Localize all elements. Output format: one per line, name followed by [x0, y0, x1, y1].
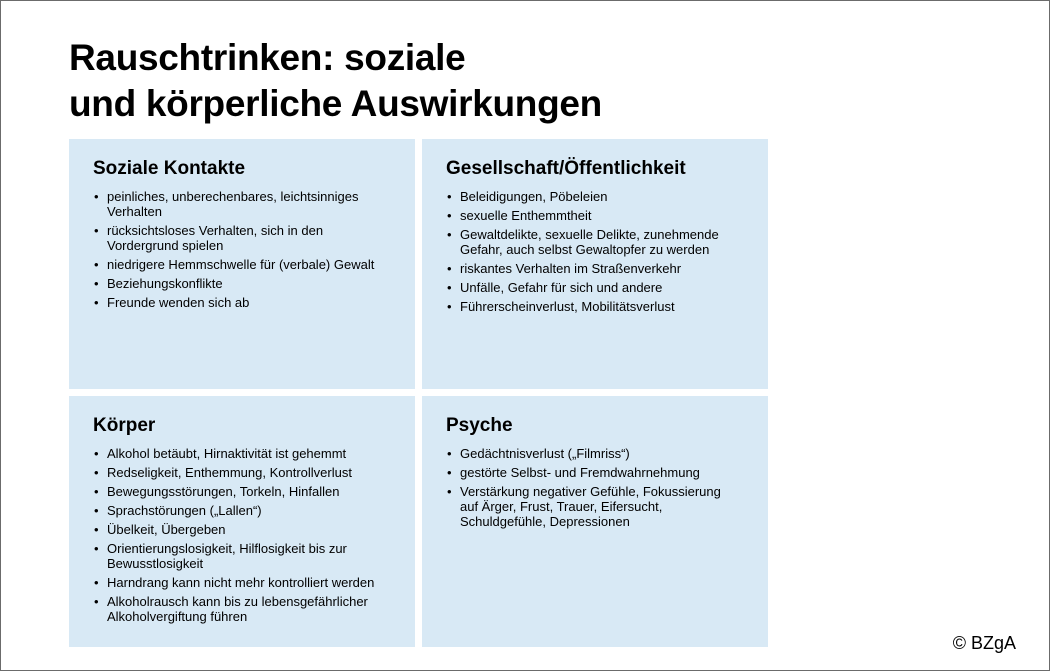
bullet-icon: • — [94, 541, 99, 556]
list-item-text: Redseligkeit, Enthemmung, Kontrollverlust — [107, 465, 352, 480]
list-item-text: Alkoholrausch kann bis zu lebensgefährlicher Alkoholvergiftung führen — [107, 594, 368, 624]
list-item — [93, 189, 389, 219]
bullet-icon: • — [94, 223, 99, 238]
list-item — [93, 295, 389, 310]
panel-soziale-kontakte — [69, 139, 415, 389]
list-item — [93, 465, 389, 480]
list-item — [93, 484, 389, 499]
bullet-icon: • — [94, 484, 99, 499]
list-item — [446, 280, 742, 295]
list-item — [446, 484, 742, 529]
list-item-text: Übelkeit, Übergeben — [107, 522, 226, 537]
list-item — [446, 227, 742, 257]
list-item-text: Bewegungsstörungen, Torkeln, Hinfallen — [107, 484, 340, 499]
panel-list — [446, 446, 742, 529]
panel-koerper — [69, 396, 415, 647]
bullet-icon: • — [94, 522, 99, 537]
list-item-text: peinliches, unberechenbares, leichtsinniges Verhalten — [107, 189, 359, 219]
list-item — [446, 261, 742, 276]
bullet-icon: • — [447, 189, 452, 204]
bullet-icon: • — [447, 227, 452, 242]
bullet-icon: • — [447, 299, 452, 314]
panel-heading: Psyche — [446, 415, 513, 436]
list-item-text: Sprachstörungen („Lallen“) — [107, 503, 262, 518]
list-item-text: Gewaltdelikte, sexuelle Delikte, zunehmende Gefahr, auch selbst Gewaltopfer zu werden — [460, 227, 719, 257]
list-item-text: niedrigere Hemmschwelle für (verbale) Gewalt — [107, 257, 375, 272]
bullet-icon: • — [447, 484, 452, 499]
panel-gesellschaft-oeffentlichkeit — [422, 139, 768, 389]
panel-list — [446, 189, 742, 314]
list-item-text: riskantes Verhalten im Straßenverkehr — [460, 261, 682, 276]
list-item — [446, 208, 742, 223]
copyright-notice: © BZgA — [952, 633, 1016, 653]
bullet-icon: • — [447, 446, 452, 461]
page-title — [69, 35, 829, 127]
bullet-icon: • — [94, 575, 99, 590]
list-item — [93, 594, 389, 624]
list-item-text: Unfälle, Gefahr für sich und andere — [460, 280, 663, 295]
list-item — [93, 541, 389, 571]
bullet-icon: • — [447, 465, 452, 480]
list-item-text: Führerscheinverlust, Mobilitätsverlust — [460, 299, 675, 314]
list-item — [93, 257, 389, 272]
page-title-line-1: Rauschtrinken: soziale — [69, 37, 466, 78]
list-item — [93, 575, 389, 590]
list-item-text: Orientierungslosigkeit, Hilflosigkeit bis zur Bewusstlosigkeit — [107, 541, 347, 571]
bullet-icon: • — [94, 295, 99, 310]
panel-psyche — [422, 396, 768, 647]
bullet-icon: • — [94, 594, 99, 609]
list-item-text: gestörte Selbst- und Fremdwahrnehmung — [460, 465, 700, 480]
list-item — [93, 223, 389, 253]
bullet-icon: • — [447, 261, 452, 276]
bullet-icon: • — [94, 257, 99, 272]
list-item-text: Freunde wenden sich ab — [107, 295, 250, 310]
bullet-icon: • — [94, 276, 99, 291]
page-title-line-2: und körperliche Auswirkungen — [69, 83, 602, 124]
panel-list — [93, 189, 389, 310]
list-item-text: Verstärkung negativer Gefühle, Fokussierung auf Ärger, Frust, Trauer, Eifersucht, Schuldgefühle, Depressionen — [460, 484, 721, 529]
panel-heading: Körper — [93, 415, 156, 436]
bullet-icon: • — [447, 280, 452, 295]
list-item-text: Gedächtnisverlust („Filmriss“) — [460, 446, 630, 461]
list-item — [93, 446, 389, 461]
list-item — [93, 503, 389, 518]
list-item-text: Beleidigungen, Pöbeleien — [460, 189, 608, 204]
list-item — [446, 446, 742, 461]
bullet-icon: • — [94, 503, 99, 518]
list-item-text: Beziehungskonflikte — [107, 276, 223, 291]
panel-list — [93, 446, 389, 624]
bullet-icon: • — [94, 465, 99, 480]
list-item-text: rücksichtsloses Verhalten, sich in den Vordergrund spielen — [107, 223, 324, 253]
list-item — [446, 299, 742, 314]
panel-heading: Soziale Kontakte — [93, 158, 246, 179]
panel-heading: Gesellschaft/Öffentlichkeit — [446, 158, 686, 179]
bullet-icon: • — [94, 189, 99, 204]
list-item — [446, 465, 742, 480]
list-item-text: sexuelle Enthemmtheit — [460, 208, 592, 223]
list-item-text: Harndrang kann nicht mehr kontrolliert werden — [107, 575, 375, 590]
bullet-icon: • — [94, 446, 99, 461]
bullet-icon: • — [447, 208, 452, 223]
list-item — [446, 189, 742, 204]
list-item-text: Alkohol betäubt, Hirnaktivität ist gehemmt — [107, 446, 347, 461]
list-item — [93, 276, 389, 291]
list-item — [93, 522, 389, 537]
